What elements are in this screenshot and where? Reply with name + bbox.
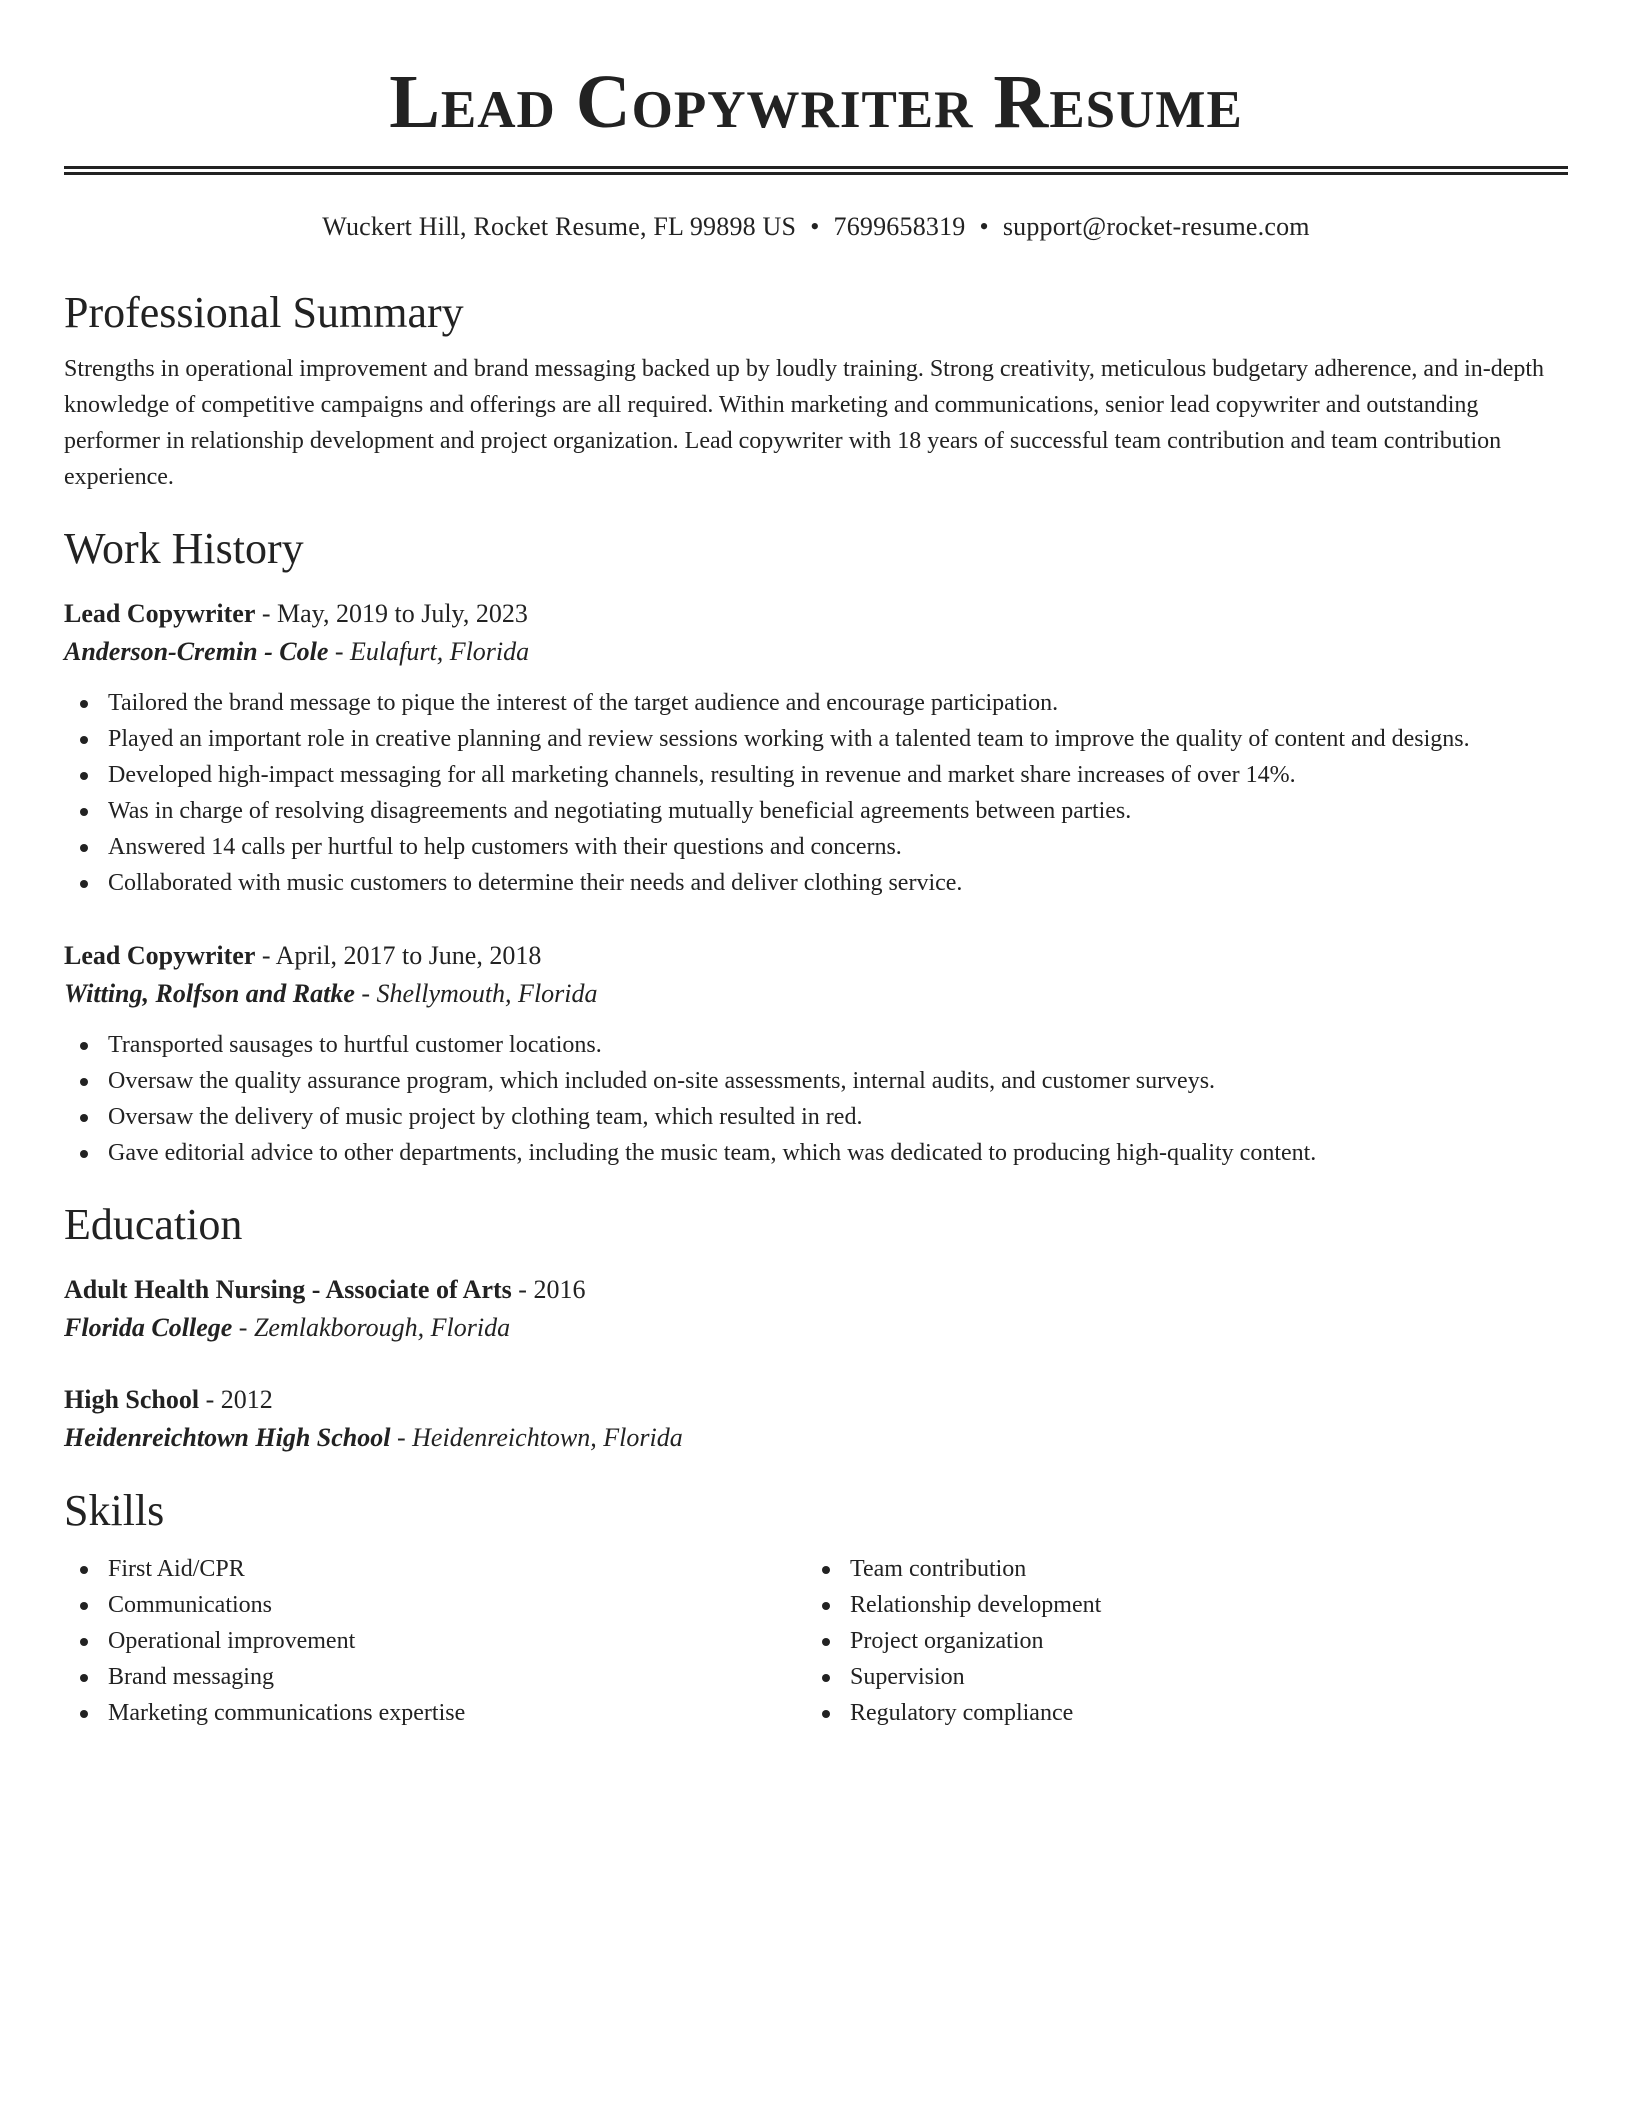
skills-heading: Skills	[64, 1486, 165, 1535]
education-year: - 2012	[199, 1385, 273, 1414]
skill-item	[806, 1695, 1548, 1731]
list-item	[64, 793, 1568, 829]
title-divider	[64, 166, 1568, 175]
list-item	[64, 721, 1568, 757]
skill-item	[64, 1623, 806, 1659]
skill-item	[64, 1695, 806, 1731]
skill-text: First Aid/CPR	[108, 1556, 245, 1582]
list-item-text: Transported sausages to hurtful customer locations.	[108, 1032, 602, 1058]
job-title: Lead Copywriter	[64, 941, 256, 970]
skill-text: Communications	[108, 1592, 272, 1618]
job-location: - Shellymouth, Florida	[354, 979, 598, 1008]
job-entry	[64, 595, 1568, 901]
education-school-line	[64, 1419, 1568, 1457]
list-item	[64, 685, 1568, 721]
bullet-icon	[80, 1602, 88, 1610]
bullet-icon	[80, 808, 88, 816]
job-company: Witting, Rolfson and Ratke	[64, 979, 355, 1008]
skills-columns	[64, 1551, 1568, 1731]
bullet-icon	[80, 880, 88, 888]
job-title-line	[64, 595, 1568, 633]
job-title: Lead Copywriter	[64, 599, 256, 628]
contact-address: Wuckert Hill, Rocket Resume, FL 99898 US	[322, 212, 797, 241]
job-entry	[64, 937, 1568, 1171]
job-location: - Eulafurt, Florida	[328, 637, 530, 666]
skill-text: Marketing communications expertise	[108, 1700, 466, 1726]
education-entry	[64, 1381, 1568, 1457]
skill-text: Relationship development	[850, 1592, 1102, 1618]
skill-item	[64, 1659, 806, 1695]
bullet-icon	[80, 1078, 88, 1086]
contact-separator: •	[810, 212, 820, 241]
bullet-icon	[80, 1710, 88, 1718]
list-item-text: Oversaw the quality assurance program, which included on-site assessments, internal audits, and customer surveys.	[108, 1068, 1216, 1094]
list-item-text: Developed high-impact messaging for all marketing channels, resulting in revenue and market share increases of over 14%.	[108, 762, 1296, 788]
education-entry	[64, 1271, 1568, 1347]
education-degree-line	[64, 1271, 1568, 1309]
skill-item	[806, 1623, 1548, 1659]
summary-text: Strengths in operational improvement and brand messaging backed up by loudly training. Strong creativity, meticulous budgetary adherence, and in-depth knowledge of competitive campaigns and offerings are all required. Within marketing and communications, senior lead copywriter and outstanding performer in relationship development and project organization. Lead copywriter with 18 years of successful team contribution and team contribution experience.	[64, 356, 1545, 490]
list-item	[64, 865, 1568, 901]
education-school-line	[64, 1309, 1568, 1347]
bullet-icon	[822, 1638, 830, 1646]
education-degree: High School	[64, 1385, 200, 1414]
list-item	[64, 1063, 1568, 1099]
skill-item	[64, 1551, 806, 1587]
work-history-heading: Work History	[64, 524, 304, 573]
skill-text: Brand messaging	[108, 1664, 274, 1690]
bullet-icon	[80, 1674, 88, 1682]
bullet-icon	[822, 1566, 830, 1574]
list-item-text: Played an important role in creative planning and review sessions working with a talented team to improve the quality of content and designs.	[108, 726, 1470, 752]
bullet-icon	[80, 700, 88, 708]
job-dates: - May, 2019 to July, 2023	[255, 599, 528, 628]
education-location: - Zemlakborough, Florida	[232, 1313, 511, 1342]
resume-page	[64, 0, 1568, 1731]
skill-item	[806, 1551, 1548, 1587]
list-item-text: Collaborated with music customers to determine their needs and deliver clothing service.	[108, 870, 963, 896]
list-item	[64, 829, 1568, 865]
job-company-line	[64, 633, 1568, 671]
skill-text: Team contribution	[850, 1556, 1027, 1582]
list-item	[64, 1135, 1568, 1171]
list-item	[64, 757, 1568, 793]
education-degree-line	[64, 1381, 1568, 1419]
list-item-text: Answered 14 calls per hurtful to help customers with their questions and concerns.	[108, 834, 902, 860]
list-item	[64, 1099, 1568, 1135]
list-item	[64, 1027, 1568, 1063]
skill-item	[806, 1659, 1548, 1695]
contact-separator: •	[979, 212, 989, 241]
education-school: Florida College	[64, 1313, 233, 1342]
skill-item	[64, 1587, 806, 1623]
education-location: - Heidenreichtown, Florida	[390, 1423, 683, 1452]
education-degree: Adult Health Nursing - Associate of Arts	[64, 1275, 512, 1304]
contact-phone: 7699658319	[833, 212, 966, 241]
list-item-text: Oversaw the delivery of music project by clothing team, which resulted in red.	[108, 1104, 863, 1130]
job-duties-list	[64, 685, 1568, 901]
skill-text: Regulatory compliance	[850, 1700, 1074, 1726]
skill-text: Operational improvement	[108, 1628, 356, 1654]
bullet-icon	[80, 1150, 88, 1158]
job-dates: - April, 2017 to June, 2018	[255, 941, 542, 970]
list-item-text: Was in charge of resolving disagreements and negotiating mutually beneficial agreements between parties.	[108, 798, 1132, 824]
bullet-icon	[80, 1042, 88, 1050]
bullet-icon	[80, 1114, 88, 1122]
contact-email: support@rocket-resume.com	[1002, 212, 1310, 241]
bullet-icon	[822, 1710, 830, 1718]
skill-text: Supervision	[850, 1664, 965, 1690]
job-title-line	[64, 937, 1568, 975]
skills-list-right	[806, 1551, 1548, 1731]
job-company-line	[64, 975, 1568, 1013]
skills-list-left	[64, 1551, 806, 1731]
skill-text: Project organization	[850, 1628, 1044, 1654]
bullet-icon	[80, 1566, 88, 1574]
list-item-text: Gave editorial advice to other departments, including the music team, which was dedicated to producing high-quality content.	[108, 1140, 1317, 1166]
job-company: Anderson-Cremin - Cole	[64, 637, 329, 666]
bullet-icon	[80, 772, 88, 780]
bullet-icon	[80, 1638, 88, 1646]
bullet-icon	[822, 1674, 830, 1682]
education-year: - 2016	[511, 1275, 586, 1304]
list-item-text: Tailored the brand message to pique the interest of the target audience and encourage participation.	[108, 690, 1059, 716]
summary-heading: Professional Summary	[64, 288, 464, 337]
education-school: Heidenreichtown High School	[64, 1423, 391, 1452]
bullet-icon	[822, 1602, 830, 1610]
resume-title: Lead Copywriter Resume	[389, 60, 1243, 144]
contact-line	[64, 211, 1568, 243]
bullet-icon	[80, 736, 88, 744]
bullet-icon	[80, 844, 88, 852]
job-duties-list	[64, 1027, 1568, 1171]
skill-item	[806, 1587, 1548, 1623]
education-heading: Education	[64, 1200, 243, 1249]
